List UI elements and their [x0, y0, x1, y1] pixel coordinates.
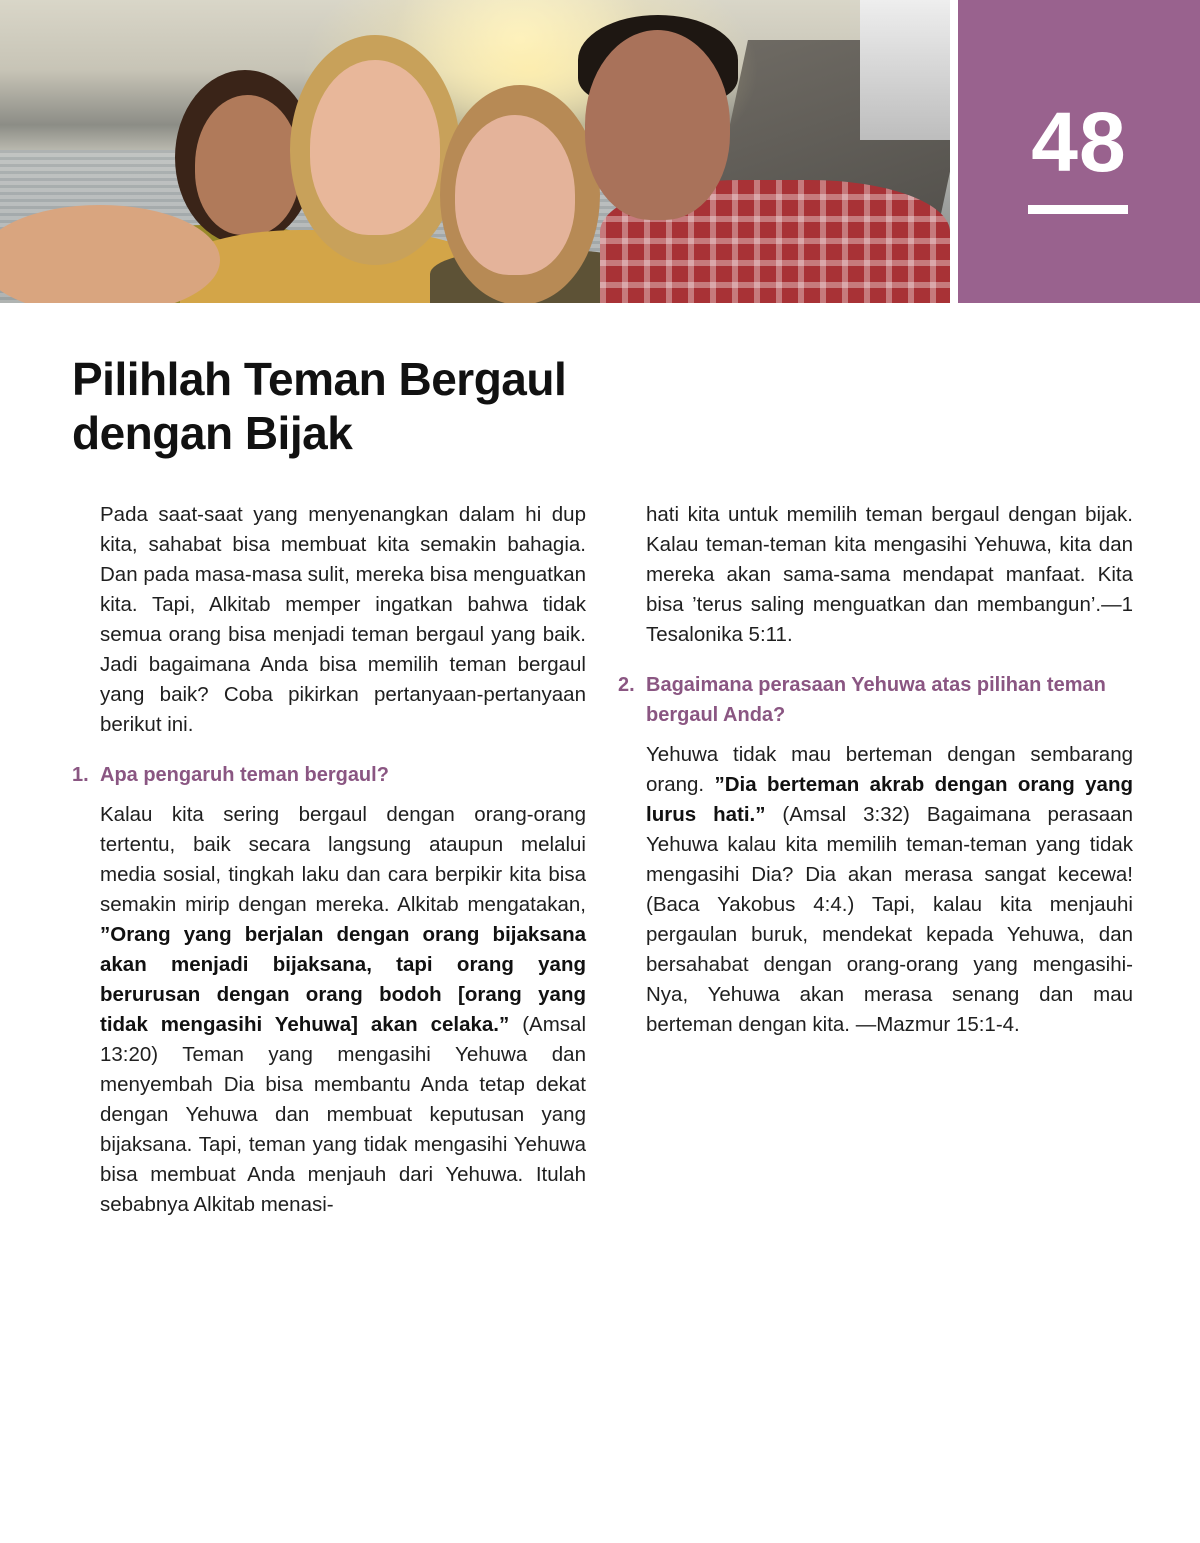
intro-line: teman bergaul yang baik. Jadi bagaimana Anda: [100, 623, 586, 676]
chapter-badge: [958, 0, 1200, 303]
friend-1-face: [195, 95, 300, 235]
boat: [860, 0, 950, 140]
intro-line: bisa memilih teman bergaul yang baik? Coba: [100, 653, 586, 706]
section-2-paragraph: [618, 740, 1133, 1040]
intro-paragraph: [72, 500, 586, 740]
section-2-text-a: Yehuwa tidak mau berteman dengan sembarang orang.: [646, 743, 1133, 796]
friend-2-face: [310, 60, 440, 235]
chapter-rule: [1028, 205, 1128, 214]
left-column: [72, 500, 586, 1220]
intro-line: Pada saat-saat yang menyenangkan dalam hi: [100, 503, 542, 526]
question-2-number: 2.: [618, 674, 635, 696]
section-2-text-b: (Amsal 3:32) Bagaimana perasaan Yehuwa kalau kita memilih teman-teman yang tidak mengasihi Dia? Dia akan merasa sangat kecewa! (Baca Yakobus 4:4.) Tapi, kalau kita menjauhi pergaulan buruk, mendekat kepada Yehuwa, dan bersahabat dengan orang-orang yang mengasihi-Nya, Yehuwa akan merasa senang dan mau berteman dengan kita. —Mazmur 15:1-4.: [646, 803, 1133, 1036]
title-line-1: Pilihlah Teman Bergaul: [72, 353, 567, 405]
section-1-text-b: (Amsal 13:20) Teman yang mengasihi Yehuwa dan menyembah Dia bisa membantu Anda tetap dekat dengan Yehuwa dan membuat keputusan yang bijaksana. Tapi, teman yang tidak mengasihi Yehuwa bisa membuat Anda menjauh dari Yehuwa. Itulah sebabnya Alkitab menasi-: [100, 1013, 586, 1216]
section-1-paragraph: [72, 800, 586, 1220]
question-2-heading: [618, 670, 1133, 730]
right-column: [618, 500, 1133, 1040]
question-1-heading: [72, 760, 586, 790]
question-1-number: 1.: [72, 764, 89, 786]
page-title: [72, 352, 692, 460]
intro-line: ingatkan bahwa tidak semua orang bisa menjadi: [100, 593, 587, 646]
section-1-quote: ”Orang yang berjalan dengan orang bijaksana akan menjadi bijaksana, tapi orang yang berurusan dengan orang bodoh [orang yang tidak mengasihi Yehuwa] akan celaka.”: [100, 923, 586, 1036]
intro-line: bisa menguatkan kita. Tapi, Alkitab memper: [100, 563, 586, 616]
friend-3-face: [455, 115, 575, 275]
section-1-text-a: Kalau kita sering bergaul dengan orang-orang tertentu, baik secara langsung ataupun melalui media sosial, tingkah laku dan cara berpikir kita bisa semakin mirip dengan mereka. Alkitab mengatakan,: [100, 803, 586, 916]
chapter-number: 48: [1031, 95, 1127, 189]
intro-line: pikirkan pertanyaan-pertanyaan berikut ini.: [100, 683, 586, 736]
intro-line: bahagia. Dan pada masa-masa sulit, mereka: [100, 533, 586, 586]
friend-4-face: [585, 30, 730, 220]
intro-line: dup kita, sahabat bisa membuat kita semakin: [100, 503, 586, 556]
question-1-text: Apa pengaruh teman bergaul?: [100, 764, 389, 786]
section-1-continuation: hati kita untuk memilih teman bergaul dengan bijak. Kalau teman-teman kita mengasihi Yehuwa, kita dan mereka akan sama-sama mendapat manfaat. Kita bisa ’terus saling menguatkan dan membangun’.—1 Tesalonika 5:11.: [646, 503, 1133, 646]
section-2-quote: ”Dia berteman akrab dengan orang yang lurus hati.”: [646, 773, 1133, 826]
title-line-2: dengan Bijak: [72, 407, 353, 459]
question-2-text: Bagaimana perasaan Yehuwa atas pilihan teman bergaul Anda?: [646, 674, 1106, 726]
hero-photo: [0, 0, 950, 303]
